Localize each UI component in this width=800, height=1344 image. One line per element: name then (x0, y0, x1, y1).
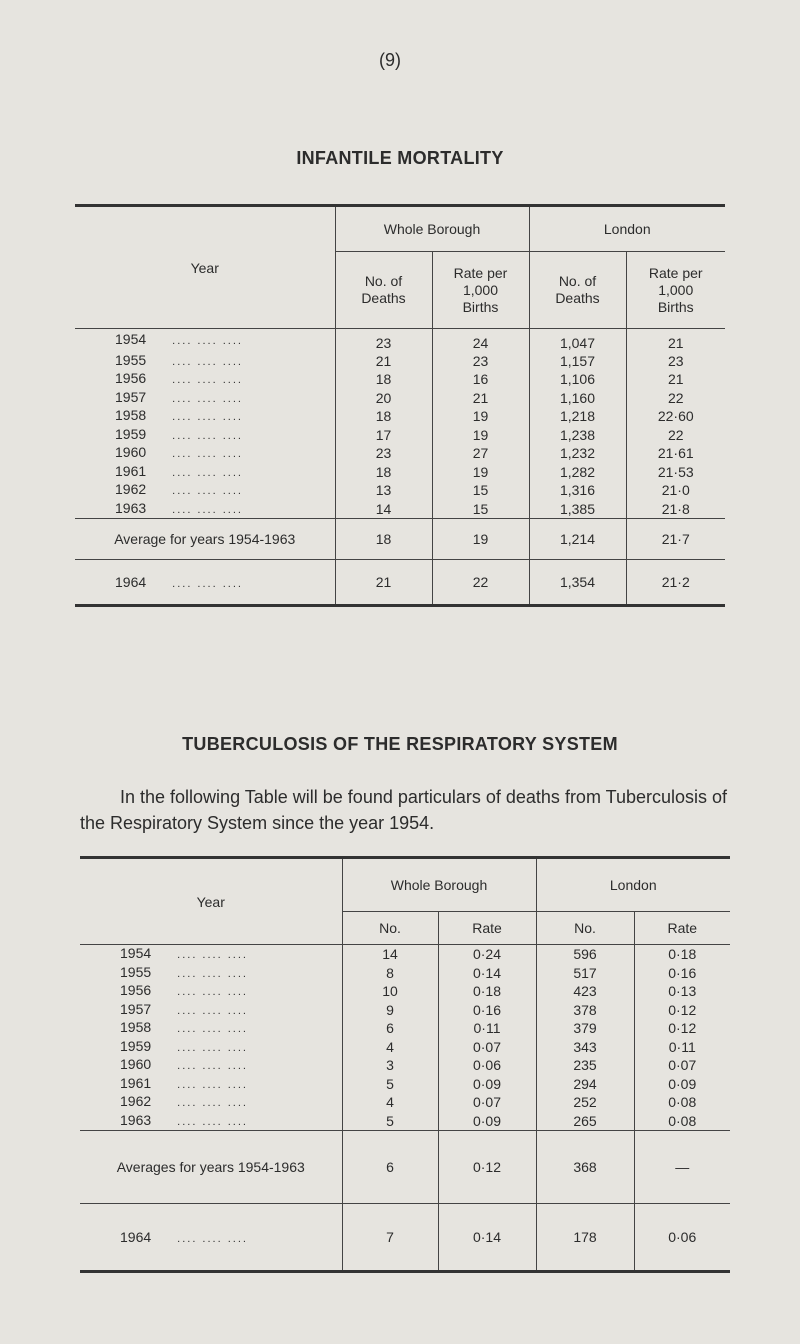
row-year-label: 1954 (120, 945, 152, 961)
infantile-ld-rate-header: Rate per 1,000 Births (626, 252, 725, 329)
table-row (75, 500, 725, 519)
row-year-label: 1956 (120, 982, 152, 998)
wb-rate-cell: 23 (432, 352, 529, 371)
ld-rate-cell: 21·0 (626, 481, 725, 500)
row-year-label: 1961 (120, 1074, 152, 1091)
ld-rate-cell: 0·07 (634, 1056, 730, 1075)
wb-rate-cell: 21 (432, 389, 529, 408)
leader-dots: .... .... .... (172, 374, 243, 386)
wb-rate-cell: 0·11 (438, 1019, 536, 1038)
row-year (75, 444, 335, 463)
wb-rate-cell: 0·24 (438, 945, 536, 964)
row-year (80, 1056, 342, 1075)
tb-wb-no-header: No. (342, 912, 438, 945)
wb-rate-cell: 0·09 (438, 1112, 536, 1131)
row-year-label: 1956 (115, 370, 147, 386)
wb-deaths-cell: 21 (335, 352, 432, 371)
table-row (80, 1038, 730, 1057)
leader-dots: .... .... .... (172, 355, 243, 368)
wb-rate-cell: 19 (432, 426, 529, 445)
wb-no-cell: 14 (342, 945, 438, 964)
table-row (80, 1112, 730, 1131)
wb-no-cell: 4 (342, 1038, 438, 1057)
wb-rate-cell: 15 (432, 481, 529, 500)
row-year (75, 329, 335, 352)
wb-rate-cell: 19 (432, 463, 529, 482)
leader-dots: .... .... .... (172, 335, 243, 347)
ld-rate-cell: 22·60 (626, 407, 725, 426)
tb-average-wb-rate: 0·12 (438, 1131, 536, 1204)
wb-rate-cell: 0·09 (438, 1075, 536, 1094)
ld-deaths-cell: 1,238 (529, 426, 626, 445)
row-year (80, 1093, 342, 1112)
leader-dots: .... .... .... (177, 1078, 248, 1091)
row-year-label: 1962 (120, 1093, 152, 1109)
ld-rate-cell: 0·11 (634, 1038, 730, 1057)
leader-dots: .... .... .... (177, 949, 248, 961)
table-row (75, 389, 725, 408)
wb-deaths-cell: 14 (335, 500, 432, 519)
ld-rate-cell: 22 (626, 426, 725, 445)
infantile-mortality-table (75, 204, 725, 607)
row-year-label: 1961 (115, 462, 147, 479)
row-year-label: 1960 (115, 444, 147, 460)
wb-no-cell: 9 (342, 1001, 438, 1020)
wb-rate-cell: 0·07 (438, 1038, 536, 1057)
ld-deaths-cell: 1,106 (529, 370, 626, 389)
ld-deaths-cell: 1,385 (529, 500, 626, 519)
wb-rate-cell: 0·16 (438, 1001, 536, 1020)
ld-rate-cell: 0·16 (634, 964, 730, 983)
wb-rate-cell: 15 (432, 500, 529, 519)
ld-deaths-cell: 1,047 (529, 329, 626, 352)
tuberculosis-title: TUBERCULOSIS OF THE RESPIRATORY SYSTEM (182, 734, 618, 754)
leader-dots: .... .... .... (177, 1004, 248, 1017)
tb-wb-rate-header: Rate (438, 912, 536, 945)
wb-no-cell: 6 (342, 1019, 438, 1038)
wb-deaths-cell: 20 (335, 389, 432, 408)
leader-dots: .... .... .... (177, 1023, 248, 1035)
tb-year-header: Year (80, 858, 342, 945)
leader-dots: .... .... .... (172, 392, 243, 405)
ld-rate-cell: 21 (626, 370, 725, 389)
table-row (80, 982, 730, 1001)
infantile-average-label: Average for years 1954-1963 (75, 519, 335, 560)
ld-no-cell: 294 (536, 1075, 634, 1094)
wb-rate-cell: 27 (432, 444, 529, 463)
row-year-label: 1958 (120, 1019, 152, 1035)
infantile-average-wb-rate: 19 (432, 519, 529, 560)
infantile-whole-borough-header: Whole Borough (335, 206, 529, 252)
tb-average-wb-no: 6 (342, 1131, 438, 1204)
tb-1964-wb-rate: 0·14 (438, 1204, 536, 1272)
tuberculosis-table (80, 856, 730, 1273)
row-year-label: 1957 (120, 1000, 152, 1017)
ld-rate-cell: 0·08 (634, 1112, 730, 1131)
infantile-average-ld-rate: 21·7 (626, 519, 725, 560)
leader-dots: .... .... .... (172, 503, 243, 516)
ld-no-cell: 265 (536, 1112, 634, 1131)
ld-no-cell: 235 (536, 1056, 634, 1075)
row-year (75, 463, 335, 482)
infantile-average-ld-deaths: 1,214 (529, 519, 626, 560)
ld-no-cell: 378 (536, 1001, 634, 1020)
page-number: (9) (379, 50, 401, 70)
wb-rate-cell: 16 (432, 370, 529, 389)
tuberculosis-intro: In the following Table will be found particulars of deaths from Tuberculosis of the Respiratory System since the year 1954. (80, 787, 727, 833)
wb-no-cell: 4 (342, 1093, 438, 1112)
wb-no-cell: 5 (342, 1112, 438, 1131)
tb-average-ld-no: 368 (536, 1131, 634, 1204)
row-year (75, 389, 335, 408)
wb-rate-cell: 24 (432, 329, 529, 352)
ld-rate-cell: 21 (626, 329, 725, 352)
table-row (75, 481, 725, 500)
table-row (75, 370, 725, 389)
tb-1964-wb-no: 7 (342, 1204, 438, 1272)
leader-dots: .... .... .... (172, 429, 243, 442)
row-year-label: 1958 (115, 407, 147, 423)
infantile-mortality-title: INFANTILE MORTALITY (296, 148, 504, 168)
row-year (75, 426, 335, 445)
row-year-label: 1963 (120, 1111, 152, 1128)
table-row (80, 1056, 730, 1075)
ld-rate-cell: 0·12 (634, 1001, 730, 1020)
row-year-label: 1960 (120, 1056, 152, 1072)
ld-no-cell: 379 (536, 1019, 634, 1038)
wb-no-cell: 8 (342, 964, 438, 983)
row-year (80, 1112, 342, 1131)
row-year-label: 1955 (115, 351, 147, 368)
tb-1964-year: 1964 .... .... .... (80, 1204, 342, 1272)
infantile-1964-ld-rate: 21·2 (626, 560, 725, 606)
ld-deaths-cell: 1,282 (529, 463, 626, 482)
leader-dots: .... .... .... (177, 967, 248, 980)
ld-rate-cell: 0·18 (634, 945, 730, 964)
row-year (80, 1001, 342, 1020)
ld-no-cell: 423 (536, 982, 634, 1001)
row-year (80, 982, 342, 1001)
tb-1964-ld-rate: 0·06 (634, 1204, 730, 1272)
leader-dots: .... .... .... (177, 1097, 248, 1109)
row-year (80, 964, 342, 983)
row-year (75, 370, 335, 389)
wb-deaths-cell: 17 (335, 426, 432, 445)
ld-rate-cell: 21·8 (626, 500, 725, 519)
ld-rate-cell: 0·09 (634, 1075, 730, 1094)
leader-dots: .... .... .... (172, 485, 243, 497)
leader-dots: .... .... .... (177, 1060, 248, 1072)
tb-london-header: London (536, 858, 730, 912)
infantile-ld-deaths-header: No. of Deaths (529, 252, 626, 329)
ld-rate-cell: 21·53 (626, 463, 725, 482)
leader-dots: .... .... .... (177, 1041, 248, 1054)
ld-rate-cell: 0·08 (634, 1093, 730, 1112)
table-row (75, 426, 725, 445)
wb-deaths-cell: 18 (335, 407, 432, 426)
tb-average-label: Averages for years 1954-1963 (80, 1131, 342, 1204)
ld-no-cell: 343 (536, 1038, 634, 1057)
row-year (75, 352, 335, 371)
row-year-label: 1962 (115, 481, 147, 497)
row-year-label: 1959 (115, 425, 147, 442)
table-row (75, 407, 725, 426)
ld-rate-cell: 21·61 (626, 444, 725, 463)
row-year (80, 1075, 342, 1094)
infantile-1964-ld-deaths: 1,354 (529, 560, 626, 606)
row-year-label: 1954 (115, 331, 147, 347)
wb-rate-cell: 0·18 (438, 982, 536, 1001)
row-year (80, 945, 342, 964)
ld-rate-cell: 0·12 (634, 1019, 730, 1038)
wb-no-cell: 10 (342, 982, 438, 1001)
infantile-london-header: London (529, 206, 725, 252)
row-year-label: 1963 (115, 499, 147, 516)
tb-ld-rate-header: Rate (634, 912, 730, 945)
ld-rate-cell: 23 (626, 352, 725, 371)
ld-rate-cell: 22 (626, 389, 725, 408)
table-row (80, 945, 730, 964)
leader-dots: .... .... .... (177, 1115, 248, 1128)
ld-no-cell: 252 (536, 1093, 634, 1112)
table-row (75, 444, 725, 463)
row-year (80, 1019, 342, 1038)
row-year-label: 1957 (115, 388, 147, 405)
wb-no-cell: 3 (342, 1056, 438, 1075)
ld-deaths-cell: 1,157 (529, 352, 626, 371)
table-row (75, 463, 725, 482)
ld-rate-cell: 0·13 (634, 982, 730, 1001)
table-row (75, 352, 725, 371)
leader-dots: .... .... .... (177, 986, 248, 998)
row-year-label: 1959 (120, 1037, 152, 1054)
infantile-average-wb-deaths: 18 (335, 519, 432, 560)
infantile-1964-wb-deaths: 21 (335, 560, 432, 606)
tb-average-ld-rate: — (634, 1131, 730, 1204)
leader-dots: .... .... .... (172, 448, 243, 460)
row-year-label: 1955 (120, 963, 152, 980)
ld-deaths-cell: 1,232 (529, 444, 626, 463)
table-row (80, 1075, 730, 1094)
wb-deaths-cell: 23 (335, 444, 432, 463)
ld-deaths-cell: 1,160 (529, 389, 626, 408)
table-row (80, 1019, 730, 1038)
row-year (75, 407, 335, 426)
row-year (75, 500, 335, 519)
table-row (80, 964, 730, 983)
ld-no-cell: 596 (536, 945, 634, 964)
wb-deaths-cell: 13 (335, 481, 432, 500)
infantile-year-header: Year (75, 206, 335, 329)
wb-deaths-cell: 18 (335, 463, 432, 482)
table-row (80, 1001, 730, 1020)
wb-deaths-cell: 18 (335, 370, 432, 389)
wb-no-cell: 5 (342, 1075, 438, 1094)
tb-whole-borough-header: Whole Borough (342, 858, 536, 912)
table-row (75, 329, 725, 352)
leader-dots: .... .... .... (172, 466, 243, 479)
wb-rate-cell: 0·06 (438, 1056, 536, 1075)
wb-rate-cell: 19 (432, 407, 529, 426)
ld-deaths-cell: 1,218 (529, 407, 626, 426)
ld-deaths-cell: 1,316 (529, 481, 626, 500)
leader-dots: .... .... .... (172, 411, 243, 423)
infantile-1964-year: 1964 .... .... .... (75, 560, 335, 606)
wb-rate-cell: 0·14 (438, 964, 536, 983)
tb-ld-no-header: No. (536, 912, 634, 945)
wb-deaths-cell: 23 (335, 329, 432, 352)
infantile-1964-wb-rate: 22 (432, 560, 529, 606)
wb-rate-cell: 0·07 (438, 1093, 536, 1112)
table-row (80, 1093, 730, 1112)
ld-no-cell: 517 (536, 964, 634, 983)
tb-1964-ld-no: 178 (536, 1204, 634, 1272)
infantile-wb-deaths-header: No. of Deaths (335, 252, 432, 329)
row-year (80, 1038, 342, 1057)
row-year (75, 481, 335, 500)
infantile-wb-rate-header: Rate per 1,000 Births (432, 252, 529, 329)
